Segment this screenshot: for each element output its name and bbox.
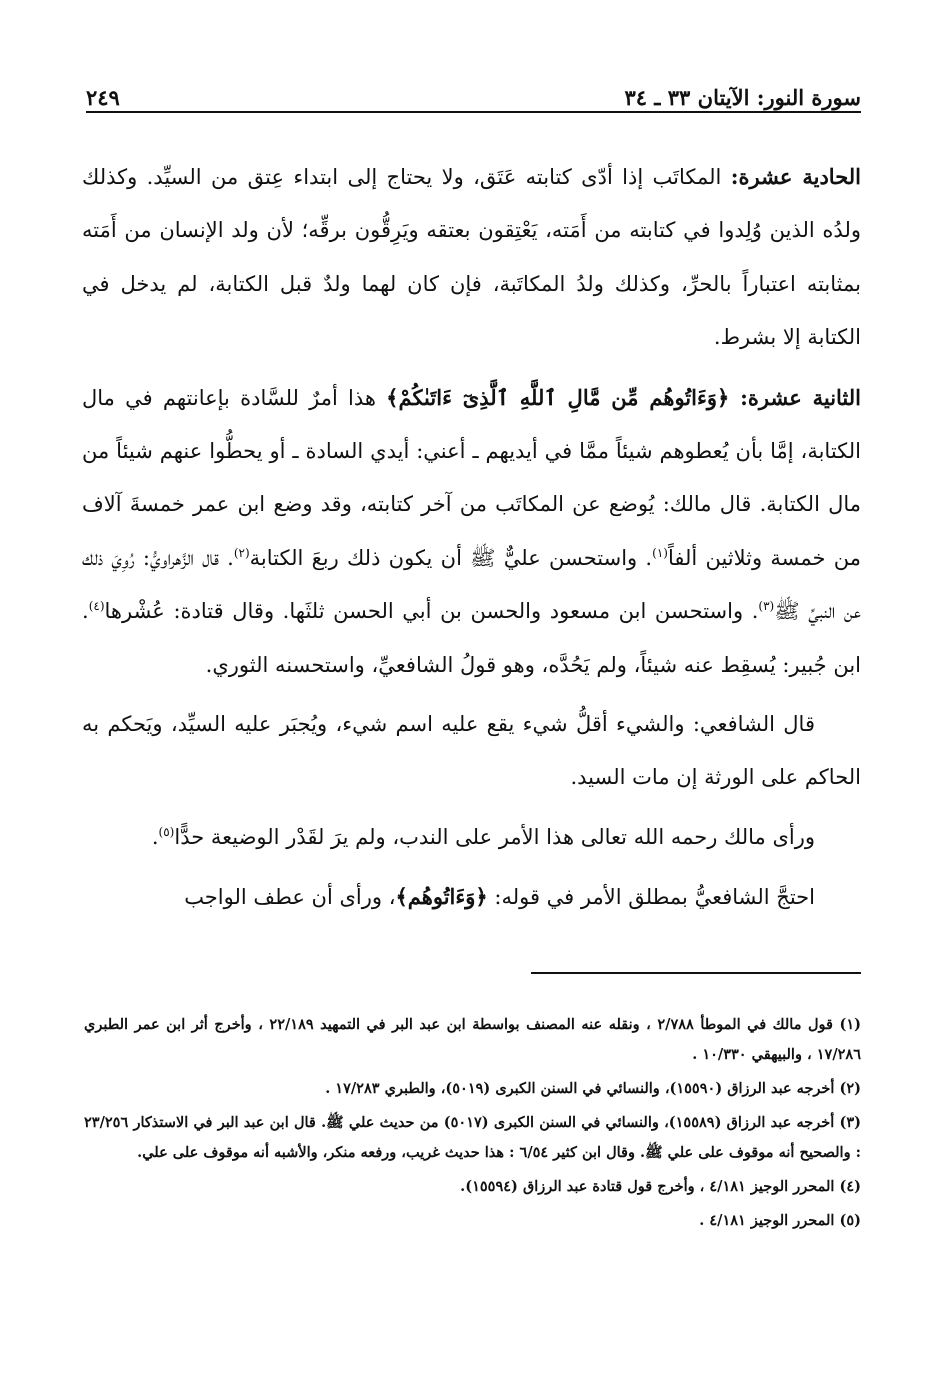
quran-verse: ﴿وَءَاتُوهُم﴾: [395, 884, 488, 910]
footnote-ref-4: (٤): [88, 599, 105, 614]
paragraph-lead: الثانية عشرة:: [740, 384, 862, 410]
footnote-2: (٢) أخرجه عبد الرزاق (١٥٥٩٠)، والنسائي في السنن الكبرى (٥٠١٩)، والطبري ١٧/٢٨٣ .: [325, 1080, 861, 1097]
paragraph-text: هذا أمرٌ للسَّادة بإعانتهم في مال الكتابة، إمَّا بأن يُعطوهم شيئاً ممَّا في أيديهم ـ أعني: أيدي السادة ـ أو يحطُّوا عنهم شيئاً من مال الكتابة. قال مالك: يُوضع عن المكاتَب من آخر كتابته، وقد وضع ابن عمر خمسةَ آلاف من خمسة وثلاثين ألفاً: [82, 385, 861, 570]
footnote-ref-1: (١): [652, 545, 668, 560]
paragraph-twelfth: [82, 371, 861, 692]
paragraph-text: . واستحسن ابن مسعود والحسن بن أبي الحسن ثلثَها. وقال قتادة: عُشْرها: [104, 599, 759, 624]
paragraph-text: . واستحسن عليٌّ ﷺ أن يكون ذلك ربعَ الكتابة: [249, 545, 653, 570]
running-title: سورة النور: الآيتان ٣٣ ـ ٣٤: [624, 85, 861, 110]
paragraph-text: ورأى مالك رحمه الله تعالى هذا الأمر على الندب، ولم يرَ لقَدْر الوضيعة حدًّا: [174, 824, 815, 849]
footnotes: [84, 1010, 861, 1236]
page-header: [86, 68, 861, 108]
paragraph-eleventh: [82, 150, 861, 365]
page-number: ٢٤٩: [86, 85, 120, 110]
quran-verse: ﴿وَءَاتُوهُم مِّن مَّالِ ٱللَّهِ ٱلَّذِىٓ ءَاتَىٰكُمْ﴾: [386, 384, 741, 410]
footnote-separator: [531, 972, 861, 974]
paragraph-argument: [82, 870, 861, 924]
footnote-ref-5: (٥): [158, 824, 175, 839]
paragraph-text: قال الشافعي: والشيء أقلُّ شيء يقع عليه اسم شيء، ويُجبَر عليه السيِّد، ويَحكم به الحاكم على الورثة إن مات السيد.: [82, 712, 861, 790]
paragraph-text: . ابن جُبير: يُسقِط عنه شيئاً، ولم يَحُدَّه، وهو قولُ الشافعيِّ، واستحسنه الثوري.: [82, 599, 861, 677]
paragraph-lead: الحادية عشرة:: [730, 164, 861, 189]
footnote-5: (٥) المحرر الوجيز ٤/١٨١ .: [699, 1212, 861, 1229]
paragraph-text: .: [151, 824, 159, 849]
footnote-1: (١) قول مالك في الموطأ ٢/٧٨٨ ، ونقله عنه المصنف بواسطة ابن عبد البر في التمهيد ٢٢/١٨٩ ، وأخرج أثر ابن عمر الطبري ١٧/٢٨٦ ، والبيهقي ١٠/٣٣٠ .: [84, 1016, 862, 1063]
footnote-4: (٤) المحرر الوجيز ٤/١٨١ ، وأخرج قول قتادة عبد الرزاق (١٥٥٩٤).: [460, 1178, 861, 1195]
main-text: [82, 150, 861, 925]
footnote-ref-3: (٣): [758, 599, 775, 614]
footnote-3: (٣) أخرجه عبد الرزاق (١٥٥٨٩)، والنسائي في السنن الكبرى (٥٠١٧) من حديث علي ﷺ. قال ابن عبد البر في الاستذكار ٢٣/٢٥٦ : والصحيح أنه موقوف على علي ﷺ. وقال ابن كثير ٦/٥٤ : هذا حديث غريب، ورفعه منكر، والأشبه أنه موقوف على علي.: [84, 1114, 861, 1161]
paragraph-text: . قال الزَّهراويُّ: رُوِيَ ذلك عن النبيِّ ﷺ: [82, 545, 862, 624]
paragraph-text: ، ورأى أن عطف الواجب: [184, 885, 396, 910]
header-rule: [86, 111, 861, 113]
paragraph-shafii: [82, 698, 861, 805]
footnote-ref-2: (٢): [233, 545, 250, 560]
paragraph-text: المكاتَب إذا أدّى كتابته عَتَق، ولا يحتاج إلى ابتداء عِتق من السيِّد. وكذلك ولدُه الذين وُلِدوا في كتابته من أَمَته، يَعْتِقون بعتقه ويَرِقُّون برقِّه؛ لأن ولد الإنسان من أَمَته بمثابته اعتباراً بالحرِّ، وكذلك ولدُ المكاتَبة، فإن كان لهما ولدٌ قبل الكتابة، لم يدخل في الكتابة إلا بشرط.: [82, 165, 861, 350]
paragraph-malik: [82, 811, 861, 864]
paragraph-text: احتجَّ الشافعيُّ بمطلق الأمر في قوله:: [487, 885, 815, 910]
